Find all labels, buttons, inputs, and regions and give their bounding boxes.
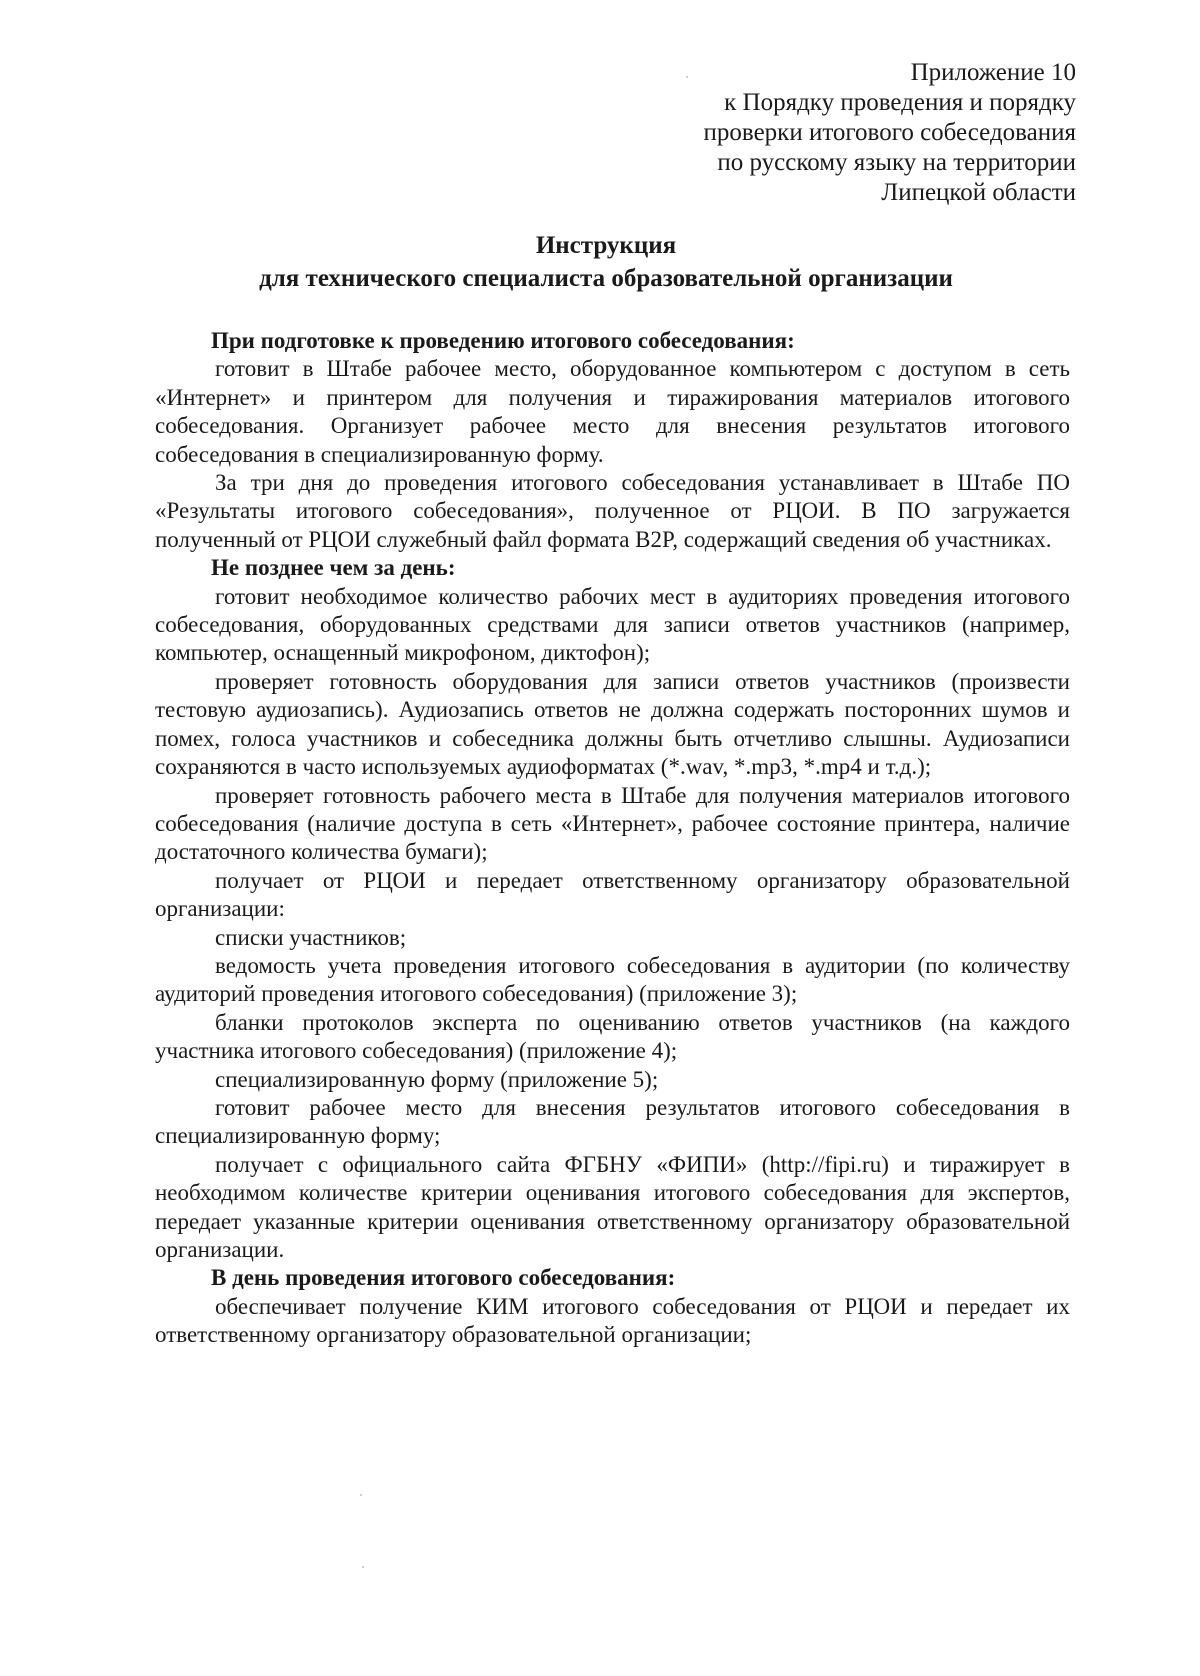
appendix-line: Приложение 10 [910,59,1076,86]
appendix-line: по русскому языку на территории [717,149,1076,176]
paragraph: готовит необходимое количество рабочих мест в аудиториях проведения итогового собеседования, оборудованных средствами для записи ответов участников (например, компьютер, оснащенный микрофоном, диктофон); [155,583,1070,666]
paragraph: получает от РЦОИ и передает ответственному организатору образовательной организации: [155,867,1070,922]
document-subtitle: для технического специалиста образовательной организации [259,265,953,292]
scan-speck [686,76,688,78]
paragraph: проверяет готовность рабочего места в Штабе для получения материалов итогового собеседования (наличие доступа в сеть «Интернет», рабочее состояние принтера, наличие достаточного количества бумаги); [155,782,1070,865]
scan-speck [362,1566,364,1568]
section-heading-exam-day: В день проведения итогового собеседования: [211,1265,676,1291]
list-item: ведомость учета проведения итогового собеседования в аудитории (по количеству аудиторий проведения итогового собеседования) (приложение 3); [155,952,1070,1007]
document-title: Инструкция [535,232,677,259]
paragraph: За три дня до проведения итогового собеседования устанавливает в Штабе ПО «Результаты итогового собеседования», полученное от РЦОИ. В ПО загружается полученный от РЦОИ служебный файл формата B2P, содержащий сведения об участниках. [155,470,1070,552]
document-body [155,327,1070,1350]
section-heading-day-before: Не позднее чем за день: [211,555,456,581]
appendix-line: к Порядку проведения и порядку [724,89,1076,116]
list-item: списки участников; [215,924,407,950]
scan-speck [360,1494,362,1496]
paragraph: готовит в Штабе рабочее место, оборудованное компьютером с доступом в сеть «Интернет» и принтером для получения и тиражирования материалов итогового собеседования. Организует рабочее место для внесения результатов итогового собеседования в специализированную форму. [155,356,1070,467]
paragraph: обеспечивает получение КИМ итогового собеседования от РЦОИ и передает их ответственному организатору образовательной организации; [155,1293,1070,1348]
appendix-line: Липецкой области [881,179,1076,206]
paragraph: получает с официального сайта ФГБНУ «ФИПИ» (http://fipi.ru) и тиражирует в необходимом количестве критерии оценивания итогового собеседования для экспертов, передает указанные критерии оценивания ответственному организатору образовательной организации. [155,1151,1070,1262]
list-item: бланки протоколов эксперта по оцениванию ответов участников (на каждого участника итогового собеседования) (приложение 4); [155,1009,1070,1064]
section-heading-preparation: При подготовке к проведению итогового собеседования: [211,328,795,353]
list-item: специализированную форму (приложение 5); [215,1066,659,1092]
appendix-line: проверки итогового собеседования [703,119,1076,146]
paragraph: готовит рабочее место для внесения результатов итогового собеседования в специализированную форму; [155,1094,1070,1149]
appendix-note [556,58,1076,208]
paragraph: проверяет готовность оборудования для записи ответов участников (произвести тестовую аудиозапись). Аудиозапись ответов не должна содержать посторонних шумов и помех, голоса участников и собеседника должны быть отчетливо слышны. Аудиозаписи сохраняются в часто используемых аудиоформатах (*.wav, *.mp3, *.mp4 и т.д.); [155,668,1070,780]
